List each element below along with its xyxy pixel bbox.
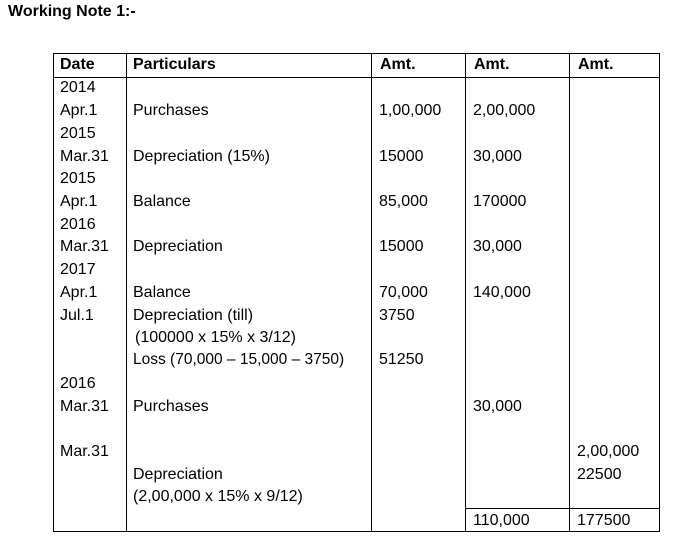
row18-particulars: (2,00,000 x 15% x 9/12)	[133, 488, 303, 505]
row6-particulars: Balance	[133, 193, 191, 210]
row4-particulars: Depreciation (15%)	[133, 148, 270, 165]
row3-date: 2015	[60, 125, 96, 142]
row10-amt2: 140,000	[473, 284, 531, 301]
row11-date: Jul.1	[60, 307, 94, 324]
row16-date: Mar.31	[60, 443, 109, 460]
row8-particulars: Depreciation	[133, 238, 223, 255]
row9-date: 2017	[60, 261, 96, 278]
row15-date: Mar.31	[60, 398, 109, 415]
row11-amt1: 3750	[379, 307, 415, 324]
row8-amt1: 15000	[379, 238, 424, 255]
page-title: Working Note 1:-	[8, 3, 136, 20]
row6-amt2: 170000	[473, 193, 527, 210]
row12-particulars: (100000 x 15% x 3/12)	[135, 329, 296, 346]
header-amt-2: Amt.	[474, 56, 510, 73]
row17-particulars: Depreciation	[133, 466, 223, 483]
row4-date: Mar.31	[60, 148, 109, 165]
row11-particulars: Depreciation (till)	[133, 307, 254, 324]
row2-amt1: 1,00,000	[379, 102, 442, 119]
right-border	[659, 53, 660, 532]
row5-date: 2015	[60, 170, 96, 187]
row13-amt1: 51250	[379, 351, 424, 368]
row2-particulars: Purchases	[133, 102, 209, 119]
col-divider-amt2	[569, 53, 570, 532]
total-amt3: 177500	[577, 512, 631, 529]
row15-amt2: 30,000	[473, 398, 522, 415]
left-border	[53, 53, 54, 532]
row8-date: Mar.31	[60, 238, 109, 255]
col-divider-date	[126, 53, 127, 532]
row1-date: 2014	[60, 79, 96, 96]
row10-particulars: Balance	[133, 284, 191, 301]
row2-date: Apr.1	[60, 102, 98, 119]
header-particulars: Particulars	[133, 56, 216, 73]
col-divider-particulars	[371, 53, 372, 532]
row6-date: Apr.1	[60, 193, 98, 210]
col-divider-amt1	[465, 53, 466, 532]
header-amt-1: Amt.	[380, 56, 416, 73]
row16-amt3: 2,00,000	[577, 443, 640, 460]
row15-particulars: Purchases	[133, 398, 209, 415]
row14-date: 2016	[60, 375, 96, 392]
row4-amt2: 30,000	[473, 148, 522, 165]
row8-amt2: 30,000	[473, 238, 522, 255]
row7-date: 2016	[60, 216, 96, 233]
row13-particulars: Loss (70,000 – 15,000 – 3750)	[133, 351, 345, 368]
header-amt-3: Amt.	[578, 56, 614, 73]
row2-amt2: 2,00,000	[473, 102, 536, 119]
row4-amt1: 15000	[379, 148, 424, 165]
row10-amt1: 70,000	[379, 284, 428, 301]
row17-amt3: 22500	[577, 466, 622, 483]
total-top-border	[465, 508, 660, 509]
row6-amt1: 85,000	[379, 193, 428, 210]
row10-date: Apr.1	[60, 284, 98, 301]
total-amt2: 110,000	[473, 512, 530, 529]
header-date: Date	[60, 56, 95, 73]
